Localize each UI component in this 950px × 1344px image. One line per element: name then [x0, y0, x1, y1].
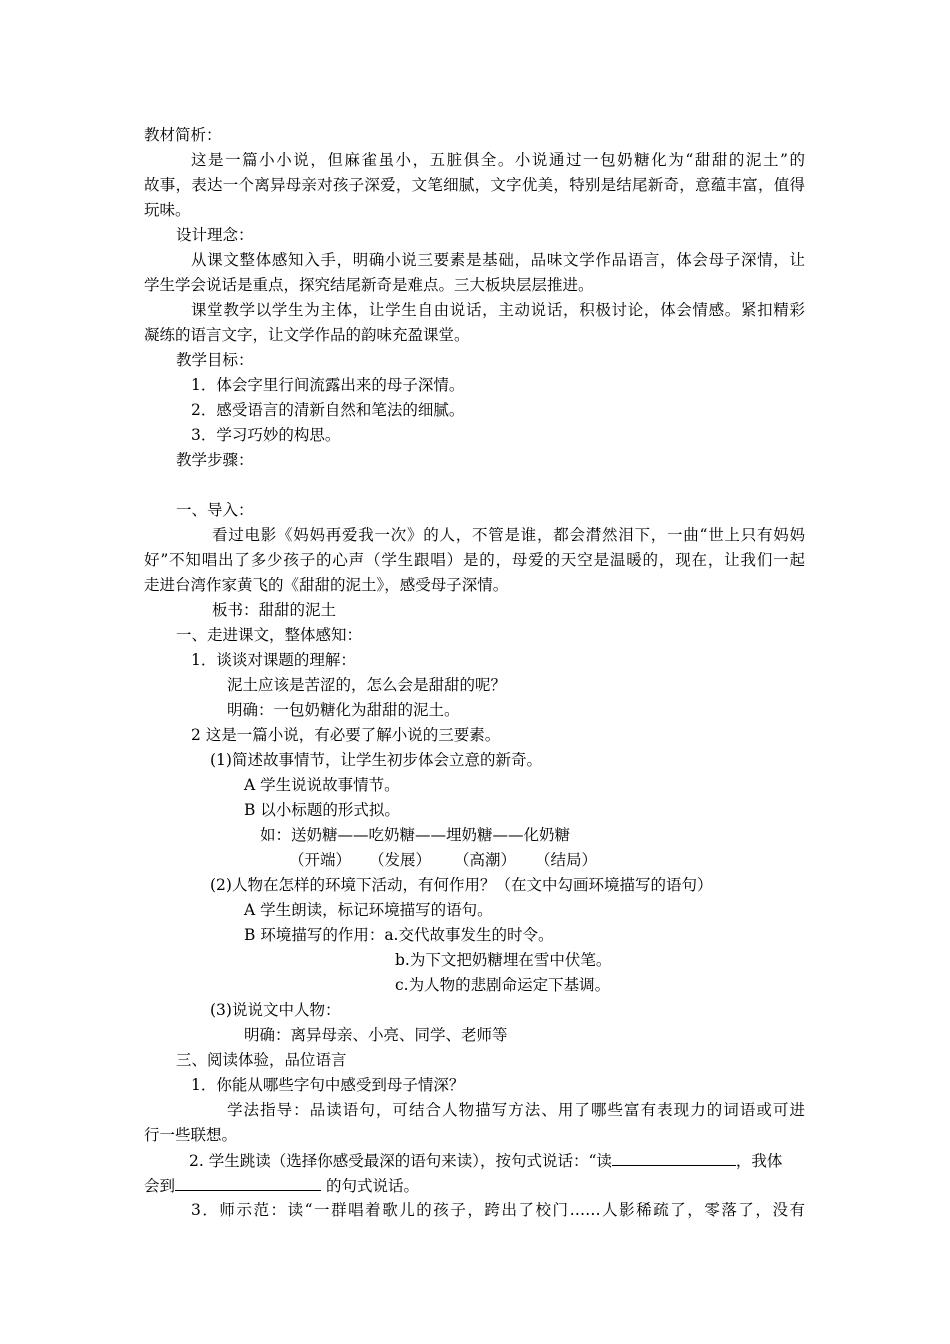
section-3-item-1: 1．你能从哪些字句中感受到母子情深？ [191, 1076, 465, 1094]
heading-analysis: 教材简析： [144, 126, 222, 144]
stage-climax: （高潮） [454, 851, 517, 869]
sub-item-3-answer: 明确：离异母亲、小亮、同学、老师等 [244, 1026, 508, 1044]
item-2-text-c: 会到 [144, 1177, 176, 1195]
fill-blank-read [612, 1149, 736, 1166]
sub-item-2-b-3: c.为人物的悲剧命运定下基调。 [395, 976, 611, 994]
section-2-item-1: 1．谈谈对课题的理解： [191, 651, 356, 669]
section-2-item-2: 2 这是一篇小说，有必要了解小说的三要素。 [191, 726, 501, 744]
heading-goals: 教学目标： [176, 351, 254, 369]
sub-item-1: (1)简述故事情节，让学生初步体会立意的新奇。 [210, 751, 542, 769]
plot-example: 如：送奶糖——吃奶糖——埋奶糖——化奶糖 [260, 826, 571, 844]
sub-item-2-a: A 学生朗读，标记环境描写的语句。 [244, 901, 493, 919]
intro-line-2: 好”不知唱出了多少孩子的心声（学生跟唱）是的，母爱的天空是温暖的，现在，让我们一起 [144, 551, 805, 569]
item-2-text-a: 2. 学生跳读（选择你感受最深的语句来读），按句式说话：“读 [189, 1152, 612, 1170]
sub-item-2: (2)人物在怎样的环境下活动，有何作用？（在文中勾画环境描写的语句） [210, 876, 713, 894]
sub-item-1-b: B 以小标题的形式拟。 [244, 801, 400, 819]
sub-item-3: (3)说说文中人物： [210, 1001, 341, 1019]
item-2-text-b: ，我体 [735, 1152, 783, 1170]
section-3-title: 三、阅读体验，品位语言 [176, 1051, 347, 1069]
analysis-line-2: 故事，表达一个离异母亲对孩子深爱，文笔细腻，文字优美，特别是结尾新奇，意蕴丰富，值得 [144, 176, 805, 194]
section-2-item-1-answer: 明确：一包奶糖化为甜甜的泥土。 [227, 701, 460, 719]
item-2-text-d: 的句式说话。 [321, 1177, 419, 1195]
analysis-line-3: 玩味。 [144, 201, 191, 219]
section-1-title: 一、导入： [176, 501, 254, 519]
section-3-item-2-line-1 [189, 1149, 782, 1172]
fill-blank-feel [175, 1174, 321, 1191]
section-3-item-3: 3．师示范：读“一群唱着歌儿的孩子，跨出了校门……人影稀疏了，零落了，没有 [191, 1201, 805, 1219]
section-3-item-2-line-2 [144, 1174, 419, 1197]
sub-item-2-b-2: b.为下文把奶糖埋在雪中伏笔。 [395, 951, 612, 969]
concept-p1-line-2: 学生学会说话是重点，探究结尾新奇是难点。三大板块层层推进。 [144, 276, 594, 294]
section-2-title: 一、走进课文，整体感知： [176, 626, 363, 644]
section-2-item-1-question: 泥土应该是苦涩的，怎么会是甜甜的呢？ [227, 676, 507, 694]
stage-ending: （结局） [535, 851, 598, 869]
sub-item-2-b: B 环境描写的作用：a.交代故事发生的时令。 [244, 926, 554, 944]
sub-item-1-a: A 学生说说故事情节。 [244, 776, 400, 794]
goal-1: 1．体会字里行间流露出来的母子深情。 [191, 376, 465, 394]
heading-steps: 教学步骤： [176, 451, 254, 469]
board-title: 板书：甜甜的泥土 [212, 601, 337, 619]
heading-concept: 设计理念： [176, 226, 254, 244]
goal-2: 2．感受语言的清新自然和笔法的细腻。 [191, 401, 465, 419]
method-line-2: 行一些联想。 [144, 1126, 238, 1144]
method-line-1: 学法指导：品读语句，可结合人物描写方法、用了哪些富有表现力的词语或可进 [227, 1101, 805, 1119]
stage-development: （发展） [369, 851, 432, 869]
concept-p2-line-1: 课堂教学以学生为主体，让学生自由说话，主动说话，积极讨论，体会情感。紧扣精彩 [191, 301, 805, 319]
intro-line-1: 看过电影《妈妈再爱我一次》的人，不管是谁，都会潸然泪下，一曲“世上只有妈妈 [212, 526, 805, 544]
goal-3: 3．学习巧妙的构思。 [191, 426, 341, 444]
concept-p2-line-2: 凝练的语言文字，让文学作品的韵味充盈课堂。 [144, 326, 470, 344]
concept-p1-line-1: 从课文整体感知入手，明确小说三要素是基础，品味文学作品语言，体会母子深情，让 [191, 251, 805, 269]
intro-line-3: 走进台湾作家黄飞的《甜甜的泥土》，感受母子深情。 [144, 576, 509, 594]
stage-beginning: （开端） [289, 851, 352, 869]
analysis-line-1: 这是一篇小小说，但麻雀虽小，五脏俱全。小说通过一包奶糖化为“甜甜的泥土”的 [191, 151, 805, 169]
